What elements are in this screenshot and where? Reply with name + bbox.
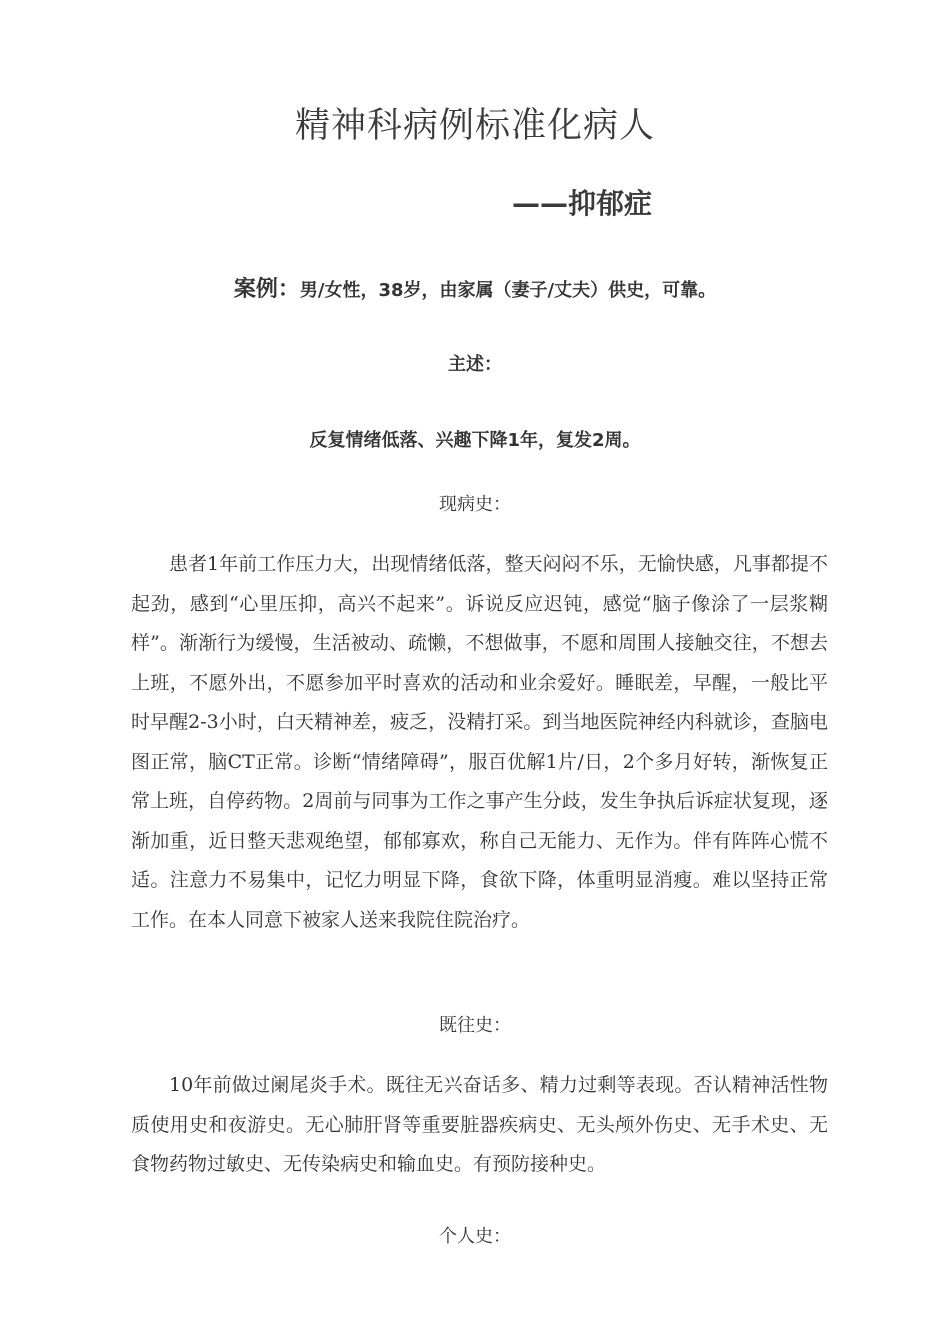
document-title: 精神科病例标准化病人 — [294, 106, 655, 146]
past-history-heading: 既往史： — [439, 1015, 511, 1036]
case-label: 案例： — [233, 277, 300, 302]
chief-complaint-heading: 主述： — [448, 354, 502, 375]
present-illness-text: 患者1年前工作压力大，出现情绪低落，整天闷闷不乐，无愉快感，凡事都提不起劲，感到“心里压抑，高兴不起来”。诉说反应迟钝，感觉“脑子像涂了一层浆糊样”。渐渐行为缓慢，生活被动、疏懒，不想做事，不愿和周围人接触交往，不想去上班，不愿外出，不愿参加平时喜欢的活动和业余爱好。睡眠差，早醒，一般比平时早醒2-3小时，白天精神差，疲乏，没精打采。到当地医院神经内科就诊，查脑电图正常，脑CT正常。诊断“情绪障碍”，服百优解1片/日，2个多月好转，渐恢复正常上班，自停药物。2周前与同事为工作之事产生分歧，发生争执后诉症状复现，逐渐加重，近日整天悲观绝望，郁郁寡欢，称自己无能力、无作为。伴有阵阵心慌不适。注意力不易集中，记忆力明显下降，食欲下降，体重明显消瘦。难以坚持正常工作。在本人同意下被家人送来我院住院治疗。 — [131, 553, 828, 931]
present-illness-heading: 现病史： — [439, 494, 511, 515]
chief-complaint-text: 反复情绪低落、兴趣下降1年，复发2周。 — [309, 430, 641, 451]
personal-history-heading: 个人史： — [439, 1226, 511, 1247]
document-subtitle: ——抑郁症 — [512, 187, 653, 220]
past-history-text: 10年前做过阑尾炎手术。既往无兴奋话多、精力过剩等表现。否认精神活性物质使用史和夜游史。无心肺肝肾等重要脏器疾病史、无头颅外伤史、无手术史、无食物药物过敏史、无传染病史和输血史。有预防接种史。 — [131, 1074, 828, 1175]
case-line — [0, 272, 950, 303]
case-text: 男/女性，38岁，由家属（妻子/丈夫）供史，可靠。 — [299, 280, 717, 301]
